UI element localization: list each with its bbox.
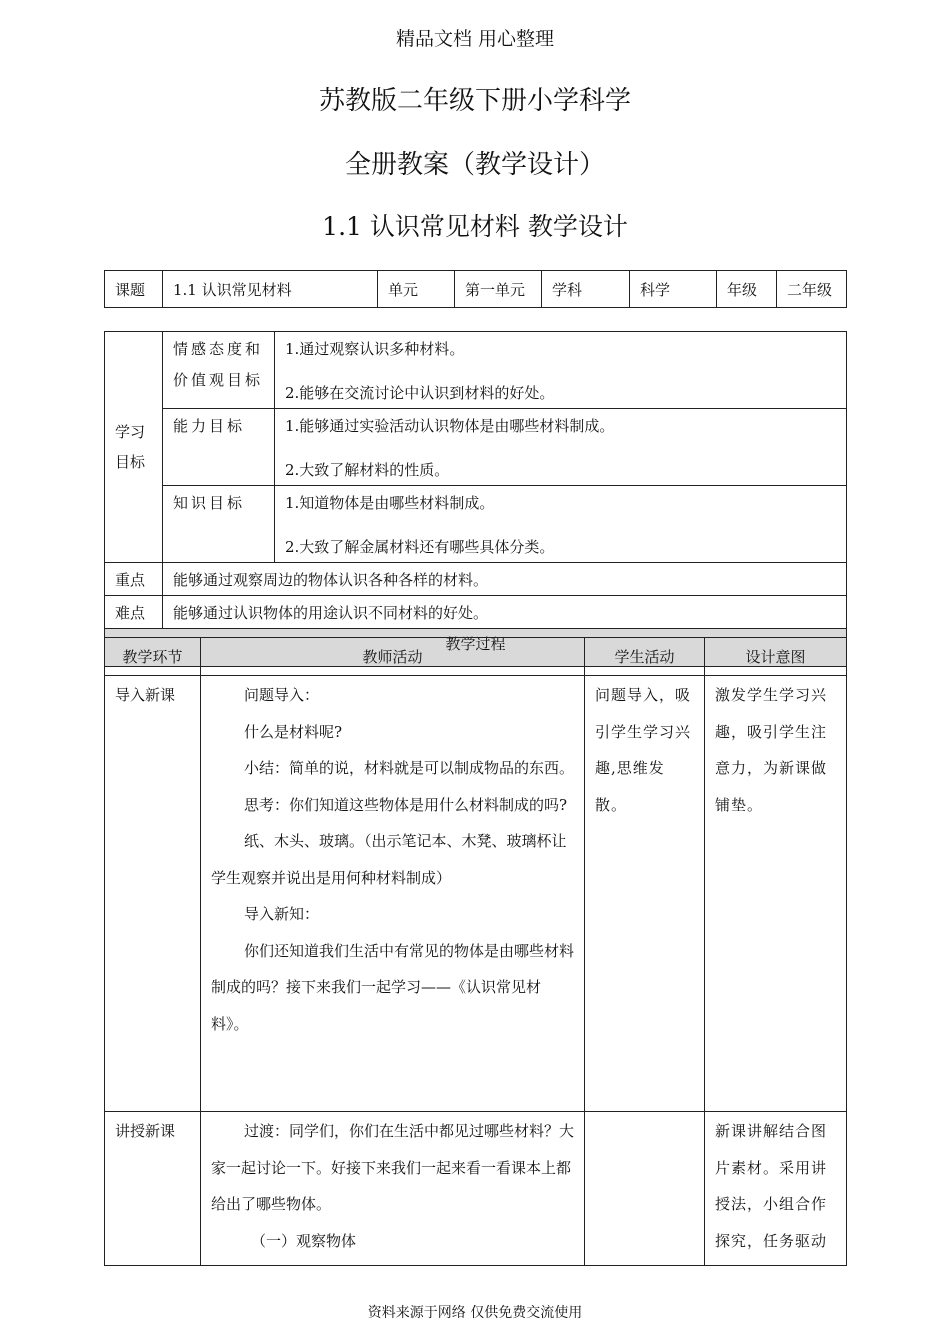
- subject-value: 科学: [630, 271, 717, 308]
- emotion-goal-label: [163, 332, 275, 409]
- header-teacher: 教师活动: [201, 638, 585, 676]
- ability-goal-items: [275, 409, 847, 486]
- student-activity: [585, 1112, 705, 1266]
- teacher-paragraph: 问题导入：: [244, 686, 320, 704]
- unit-label: 单元: [378, 271, 455, 308]
- key-point-text: 能够通过观察周边的物体认识各种各样的材料。: [163, 563, 847, 596]
- book-subtitle: 全册教案（教学设计）: [344, 150, 605, 180]
- process-section-title: 教学过程: [105, 629, 847, 667]
- goals-section-label: [105, 332, 163, 563]
- grade-label: 年级: [717, 271, 777, 308]
- stage-cell: 讲授新课: [105, 1112, 201, 1266]
- goal-item: 1.通过观察认识多种材料。: [285, 340, 465, 358]
- teacher-activity: [201, 1112, 585, 1266]
- goal-item: 1.能够通过实验活动认识物体是由哪些材料制成。: [285, 417, 615, 435]
- header-intent: 设计意图: [705, 638, 847, 676]
- knowledge-goal-label: 知识目标: [163, 486, 275, 563]
- teacher-activity: [201, 676, 585, 1112]
- emotion-goal-items: [275, 332, 847, 409]
- topic-label: 课题: [105, 271, 163, 308]
- teacher-paragraph: 过渡：同学们，你们在生活中都见过哪些材料？大家一起讨论一下。好接下来我们一起来看一看课本上都给出了哪些物体。: [211, 1122, 575, 1213]
- subject-label: 学科: [542, 271, 630, 308]
- difficult-point-label: 难点: [105, 596, 163, 629]
- student-activity: 问题导入，吸引学生学习兴趣,思维发散。: [585, 676, 705, 1112]
- design-intent: 新课讲解结合图片素材。采用讲授法，小组合作探究，任务驱动: [705, 1112, 847, 1266]
- teacher-paragraph: （一）观察物体: [251, 1231, 357, 1250]
- teacher-paragraph: 导入新知：: [244, 905, 320, 923]
- goal-item: 2.大致了解金属材料还有哪些具体分类。: [285, 538, 555, 556]
- goal-item: 2.能够在交流讨论中认识到材料的好处。: [285, 384, 555, 402]
- difficult-point-text: 能够通过认识物体的用途认识不同材料的好处。: [163, 596, 847, 629]
- teacher-paragraph: 小结：简单的说，材料就是可以制成物品的东西。: [244, 759, 575, 777]
- design-intent: 激发学生学习兴趣，吸引学生注意力，为新课做铺垫。: [705, 676, 847, 1112]
- goals-label-line2: 目标: [115, 453, 146, 471]
- teacher-paragraph: 你们还知道我们生活中有常见的物体是由哪些材料制成的吗？接下来我们一起学习——《认识常见材料》。: [211, 941, 575, 1033]
- key-point-label: 重点: [105, 563, 163, 596]
- book-title: 苏教版二年级下册小学科学: [318, 86, 631, 116]
- lesson-info-table: [104, 270, 847, 308]
- lesson-title: 1.1 认识常见材料 教学设计: [322, 212, 628, 241]
- header-note: 精品文档 用心整理: [395, 28, 555, 50]
- topic-value: 1.1 认识常见材料: [163, 271, 378, 308]
- emotion-label-line2: 价值观目标: [173, 371, 264, 389]
- teacher-paragraph: 纸、木头、玻璃。（出示笔记本、木凳、玻璃杯让学生观察并说出是用何种材料制成）: [211, 832, 567, 887]
- unit-value: 第一单元: [455, 271, 542, 308]
- goal-item: 1.知道物体是由哪些材料制成。: [285, 494, 495, 512]
- goals-label-line1: 学习: [115, 423, 146, 441]
- header-student: 学生活动: [585, 638, 705, 676]
- header-stage: 教学环节: [105, 638, 201, 676]
- teaching-process-table: [104, 637, 847, 1266]
- teacher-paragraph: 思考：你们知道这些物体是用什么材料制成的吗?: [244, 795, 568, 814]
- learning-goals-table: [104, 331, 847, 667]
- stage-cell: 导入新课: [105, 676, 201, 1112]
- knowledge-goal-items: [275, 486, 847, 563]
- emotion-label-line1: 情感态度和: [173, 340, 264, 358]
- ability-goal-label: 能力目标: [163, 409, 275, 486]
- goal-item: 2.大致了解材料的性质。: [285, 461, 450, 479]
- footer-note: 资料来源于网络 仅供免费交流使用: [367, 1305, 583, 1321]
- teacher-paragraph: 什么是材料呢?: [244, 722, 343, 741]
- grade-value: 二年级: [777, 271, 847, 308]
